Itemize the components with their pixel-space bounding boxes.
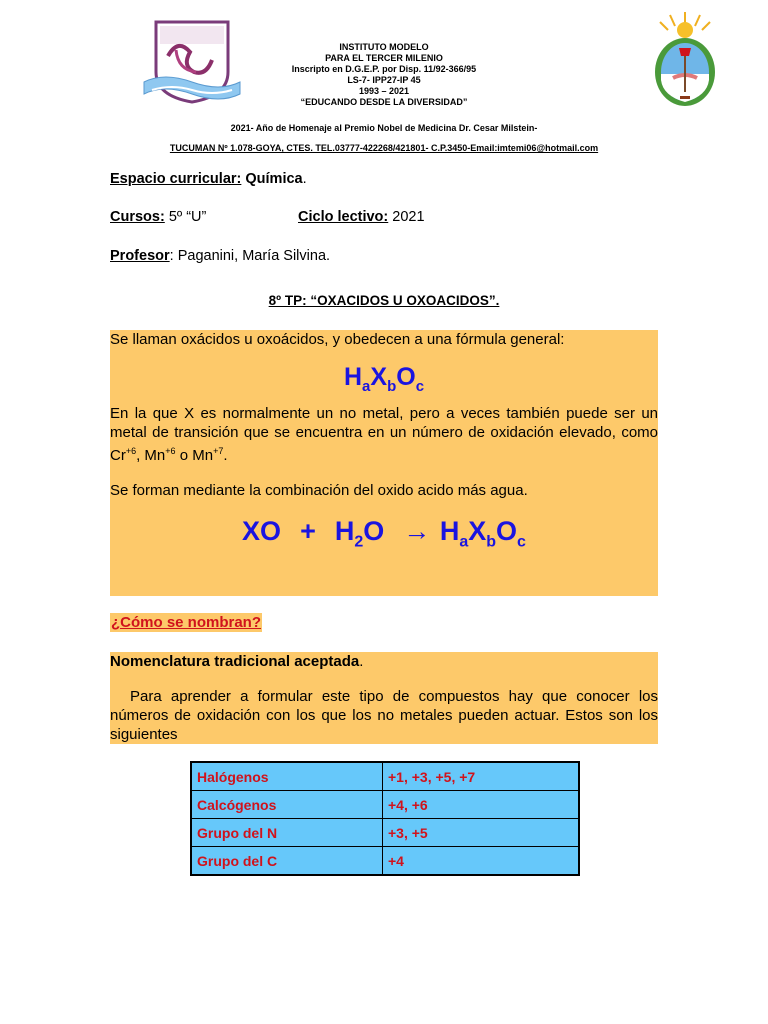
cursos-line (110, 209, 206, 225)
table-row (191, 762, 579, 791)
oxidation-cell: +4 (383, 847, 580, 876)
reaction-formula: XO + $H_2O \to H_aX_bO_c$ (242, 516, 526, 551)
espacio-value: Química (245, 171, 303, 187)
table-row (191, 819, 579, 847)
group-cell: Halógenos (191, 762, 383, 791)
nomenclature-box (110, 652, 658, 744)
general-formula: $H_aX_bO_c$ (343, 363, 425, 395)
definition-intro: Se llaman oxácidos u oxoácidos, y obedecen a una fórmula general: (110, 331, 565, 348)
profesor-value: Paganini, María Silvina. (177, 248, 331, 264)
profesor-line: Profesor: Paganini, María Silvina. (110, 248, 331, 264)
nomenclature-text: Para aprender a formular este tipo de compuestos hay que conocer los números de oxidación con los que los no metales pueden actuar. Estos son los siguientes (110, 688, 658, 743)
group-cell: Grupo del C (191, 847, 383, 876)
school-codes: LS-7- IPP27-IP 45 (347, 75, 421, 85)
cursos-label: Cursos: (110, 209, 165, 225)
school-name: INSTITUTO MODELO (339, 42, 429, 52)
tp-title: 8º TP: “OXACIDOS U OXOACIDOS”. (268, 293, 500, 308)
oxidation-cell: +4, +6 (383, 791, 580, 819)
school-registration: Inscripto en D.G.E.P. por Disp. 11/92-366/95 (291, 64, 477, 74)
espacio-label: Espacio curricular: (110, 171, 242, 187)
oxacidos-definition-box (110, 330, 658, 596)
group-cell: Calcógenos (191, 791, 383, 819)
arrow-icon: → (403, 516, 431, 546)
definition-paragraph: En la que X es normalmente un no metal, pero a veces también puede ser un metal de transición que se encuentra en un número de oxidación elevado, como $Cr^{+6}$, $Mn^{+6}$ o $Mn^{+7}$. (110, 405, 658, 464)
ciclo-value: 2021 (392, 209, 425, 225)
como-se-nombran-title: ¿Cómo se nombran? (111, 614, 262, 631)
homage-line: 2021- Año de Homenaje al Premio Nobel de Medicina Dr. Cesar Milstein- (230, 123, 538, 133)
nomenclature-title: Nomenclatura tradicional aceptada. (110, 653, 364, 670)
cursos-value: 5º “U” (168, 209, 207, 225)
school-motto: “EDUCANDO DESDE LA DIVERSIDAD” (300, 97, 468, 107)
oxidation-cell: +3, +5 (383, 819, 580, 847)
table-row (191, 847, 579, 876)
formation-paragraph: Se forman mediante la combinación del oxido acido más agua. (110, 482, 528, 499)
school-years: 1993 – 2021 (358, 86, 410, 96)
ciclo-label: Ciclo lectivo: (298, 209, 389, 225)
group-cell: Grupo del N (191, 819, 383, 847)
school-header (220, 42, 548, 108)
profesor-label: Profesor (110, 248, 170, 264)
oxidation-cell: +1, +3, +5, +7 (383, 762, 580, 791)
oxidation-numbers-table (190, 761, 580, 876)
ciclo-line (298, 209, 425, 225)
school-subtitle: PARA EL TERCER MILENIO (325, 53, 443, 63)
address-line: TUCUMAN Nº 1.078-GOYA, CTES. TEL.03777-422268/421801- C.P.3450-Email:imtemi06@hotmail.com (169, 143, 599, 153)
table-row (191, 791, 579, 819)
argentina-coat-of-arms (640, 10, 730, 114)
espacio-curricular-line: Espacio curricular: Química. (110, 171, 307, 187)
